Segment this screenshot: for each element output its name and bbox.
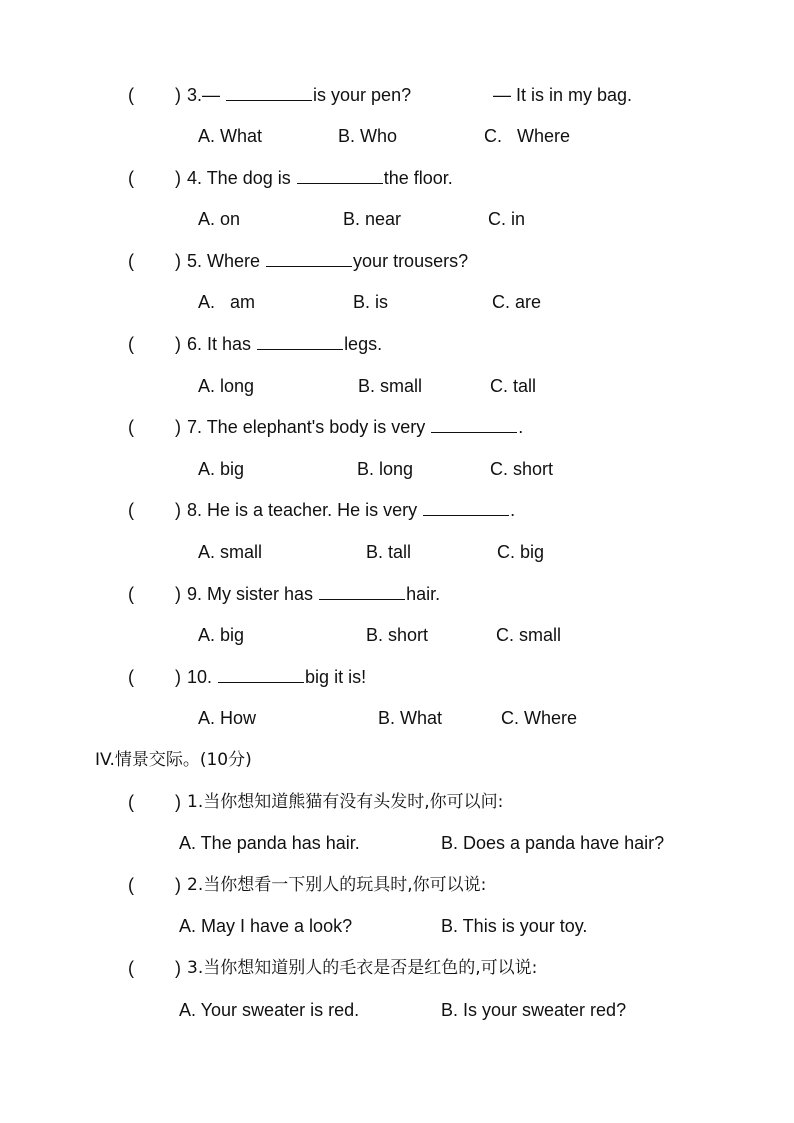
answer-blank[interactable] (319, 581, 405, 600)
option-b[interactable]: B. Is your sweater red? (441, 1000, 627, 1020)
option-b[interactable]: B. This is your toy. (441, 916, 588, 936)
question-5-options (0, 289, 794, 315)
option-a[interactable]: A. am (198, 292, 256, 312)
question-7 (0, 414, 794, 440)
situation-question-1-options (0, 830, 794, 856)
option-a[interactable]: A. How (198, 708, 257, 728)
option-c[interactable]: C. Where (484, 126, 571, 146)
dialogue-response: — It is in my bag. (493, 85, 633, 105)
option-c[interactable]: C. small (496, 625, 562, 645)
question-8-options (0, 539, 794, 565)
question-6-options (0, 373, 794, 399)
situation-question-2-options (0, 913, 794, 939)
option-a[interactable]: A. small (198, 542, 263, 562)
option-c[interactable]: C. short (490, 459, 554, 479)
option-a[interactable]: A. The panda has hair. (179, 833, 360, 853)
option-b[interactable]: B. small (358, 376, 423, 396)
answer-blank[interactable] (431, 414, 517, 433)
answer-bracket[interactable]: ( ) (128, 667, 181, 687)
answer-bracket[interactable]: ( ) (128, 792, 181, 812)
answer-blank[interactable] (297, 165, 383, 184)
question-5 (0, 248, 794, 274)
answer-blank[interactable] (266, 248, 352, 267)
question-4-options (0, 206, 794, 232)
option-a[interactable]: A. What (198, 126, 263, 146)
answer-blank[interactable] (218, 664, 304, 683)
option-c[interactable]: C. big (497, 542, 545, 562)
option-b[interactable]: B. near (343, 209, 402, 229)
answer-bracket[interactable]: ( ) (128, 334, 181, 354)
question-10 (0, 664, 794, 690)
question-text: 6. It has legs. (187, 331, 382, 357)
answer-bracket[interactable]: ( ) (128, 168, 181, 188)
question-text: 8. He is a teacher. He is very . (187, 497, 515, 523)
question-text: 3.— is your pen? (187, 82, 411, 108)
answer-blank[interactable] (423, 497, 509, 516)
situation-question-3-options (0, 997, 794, 1023)
question-text: 7. The elephant's body is very . (187, 414, 523, 440)
option-b[interactable]: B. Does a panda have hair? (441, 833, 665, 853)
option-c[interactable]: C. are (492, 292, 542, 312)
option-a[interactable]: A. on (198, 209, 241, 229)
answer-bracket[interactable]: ( ) (128, 958, 181, 978)
situation-question-1 (0, 789, 794, 815)
question-3-options (0, 123, 794, 149)
option-a[interactable]: A. Your sweater is red. (179, 1000, 360, 1020)
answer-bracket[interactable]: ( ) (128, 251, 181, 271)
situation-question-3 (0, 955, 794, 981)
question-7-options (0, 456, 794, 482)
option-b[interactable]: B. long (357, 459, 414, 479)
question-text: 4. The dog is the floor. (187, 165, 453, 191)
question-text: 1.当你想知道熊猫有没有头发时,你可以问: (187, 792, 504, 812)
question-text: 3.当你想知道别人的毛衣是否是红色的,可以说: (187, 958, 538, 978)
question-text: 10. big it is! (187, 664, 366, 690)
answer-blank[interactable] (226, 82, 312, 101)
question-text: 2.当你想看一下别人的玩具时,你可以说: (187, 875, 487, 895)
answer-bracket[interactable]: ( ) (128, 875, 181, 895)
question-4 (0, 165, 794, 191)
question-text: 9. My sister has hair. (187, 581, 440, 607)
question-6 (0, 331, 794, 357)
section-title: IV.情景交际。(10分) (95, 750, 252, 770)
question-10-options (0, 705, 794, 731)
option-b[interactable]: B. tall (366, 542, 412, 562)
option-b[interactable]: B. What (378, 708, 443, 728)
option-a[interactable]: A. May I have a look? (179, 916, 353, 936)
answer-bracket[interactable]: ( ) (128, 584, 181, 604)
option-c[interactable]: C. in (488, 209, 526, 229)
answer-bracket[interactable]: ( ) (128, 417, 181, 437)
option-b[interactable]: B. is (353, 292, 389, 312)
question-8 (0, 497, 794, 523)
answer-blank[interactable] (257, 331, 343, 350)
question-9-options (0, 622, 794, 648)
question-9 (0, 581, 794, 607)
option-a[interactable]: A. big (198, 459, 245, 479)
answer-bracket[interactable]: ( ) (128, 85, 181, 105)
option-a[interactable]: A. big (198, 625, 245, 645)
option-b[interactable]: B. Who (338, 126, 398, 146)
option-c[interactable]: C. Where (501, 708, 578, 728)
option-c[interactable]: C. tall (490, 376, 537, 396)
question-text: 5. Where your trousers? (187, 248, 468, 274)
option-b[interactable]: B. short (366, 625, 429, 645)
answer-bracket[interactable]: ( ) (128, 500, 181, 520)
situation-question-2 (0, 872, 794, 898)
question-3 (0, 82, 794, 108)
option-a[interactable]: A. long (198, 376, 255, 396)
